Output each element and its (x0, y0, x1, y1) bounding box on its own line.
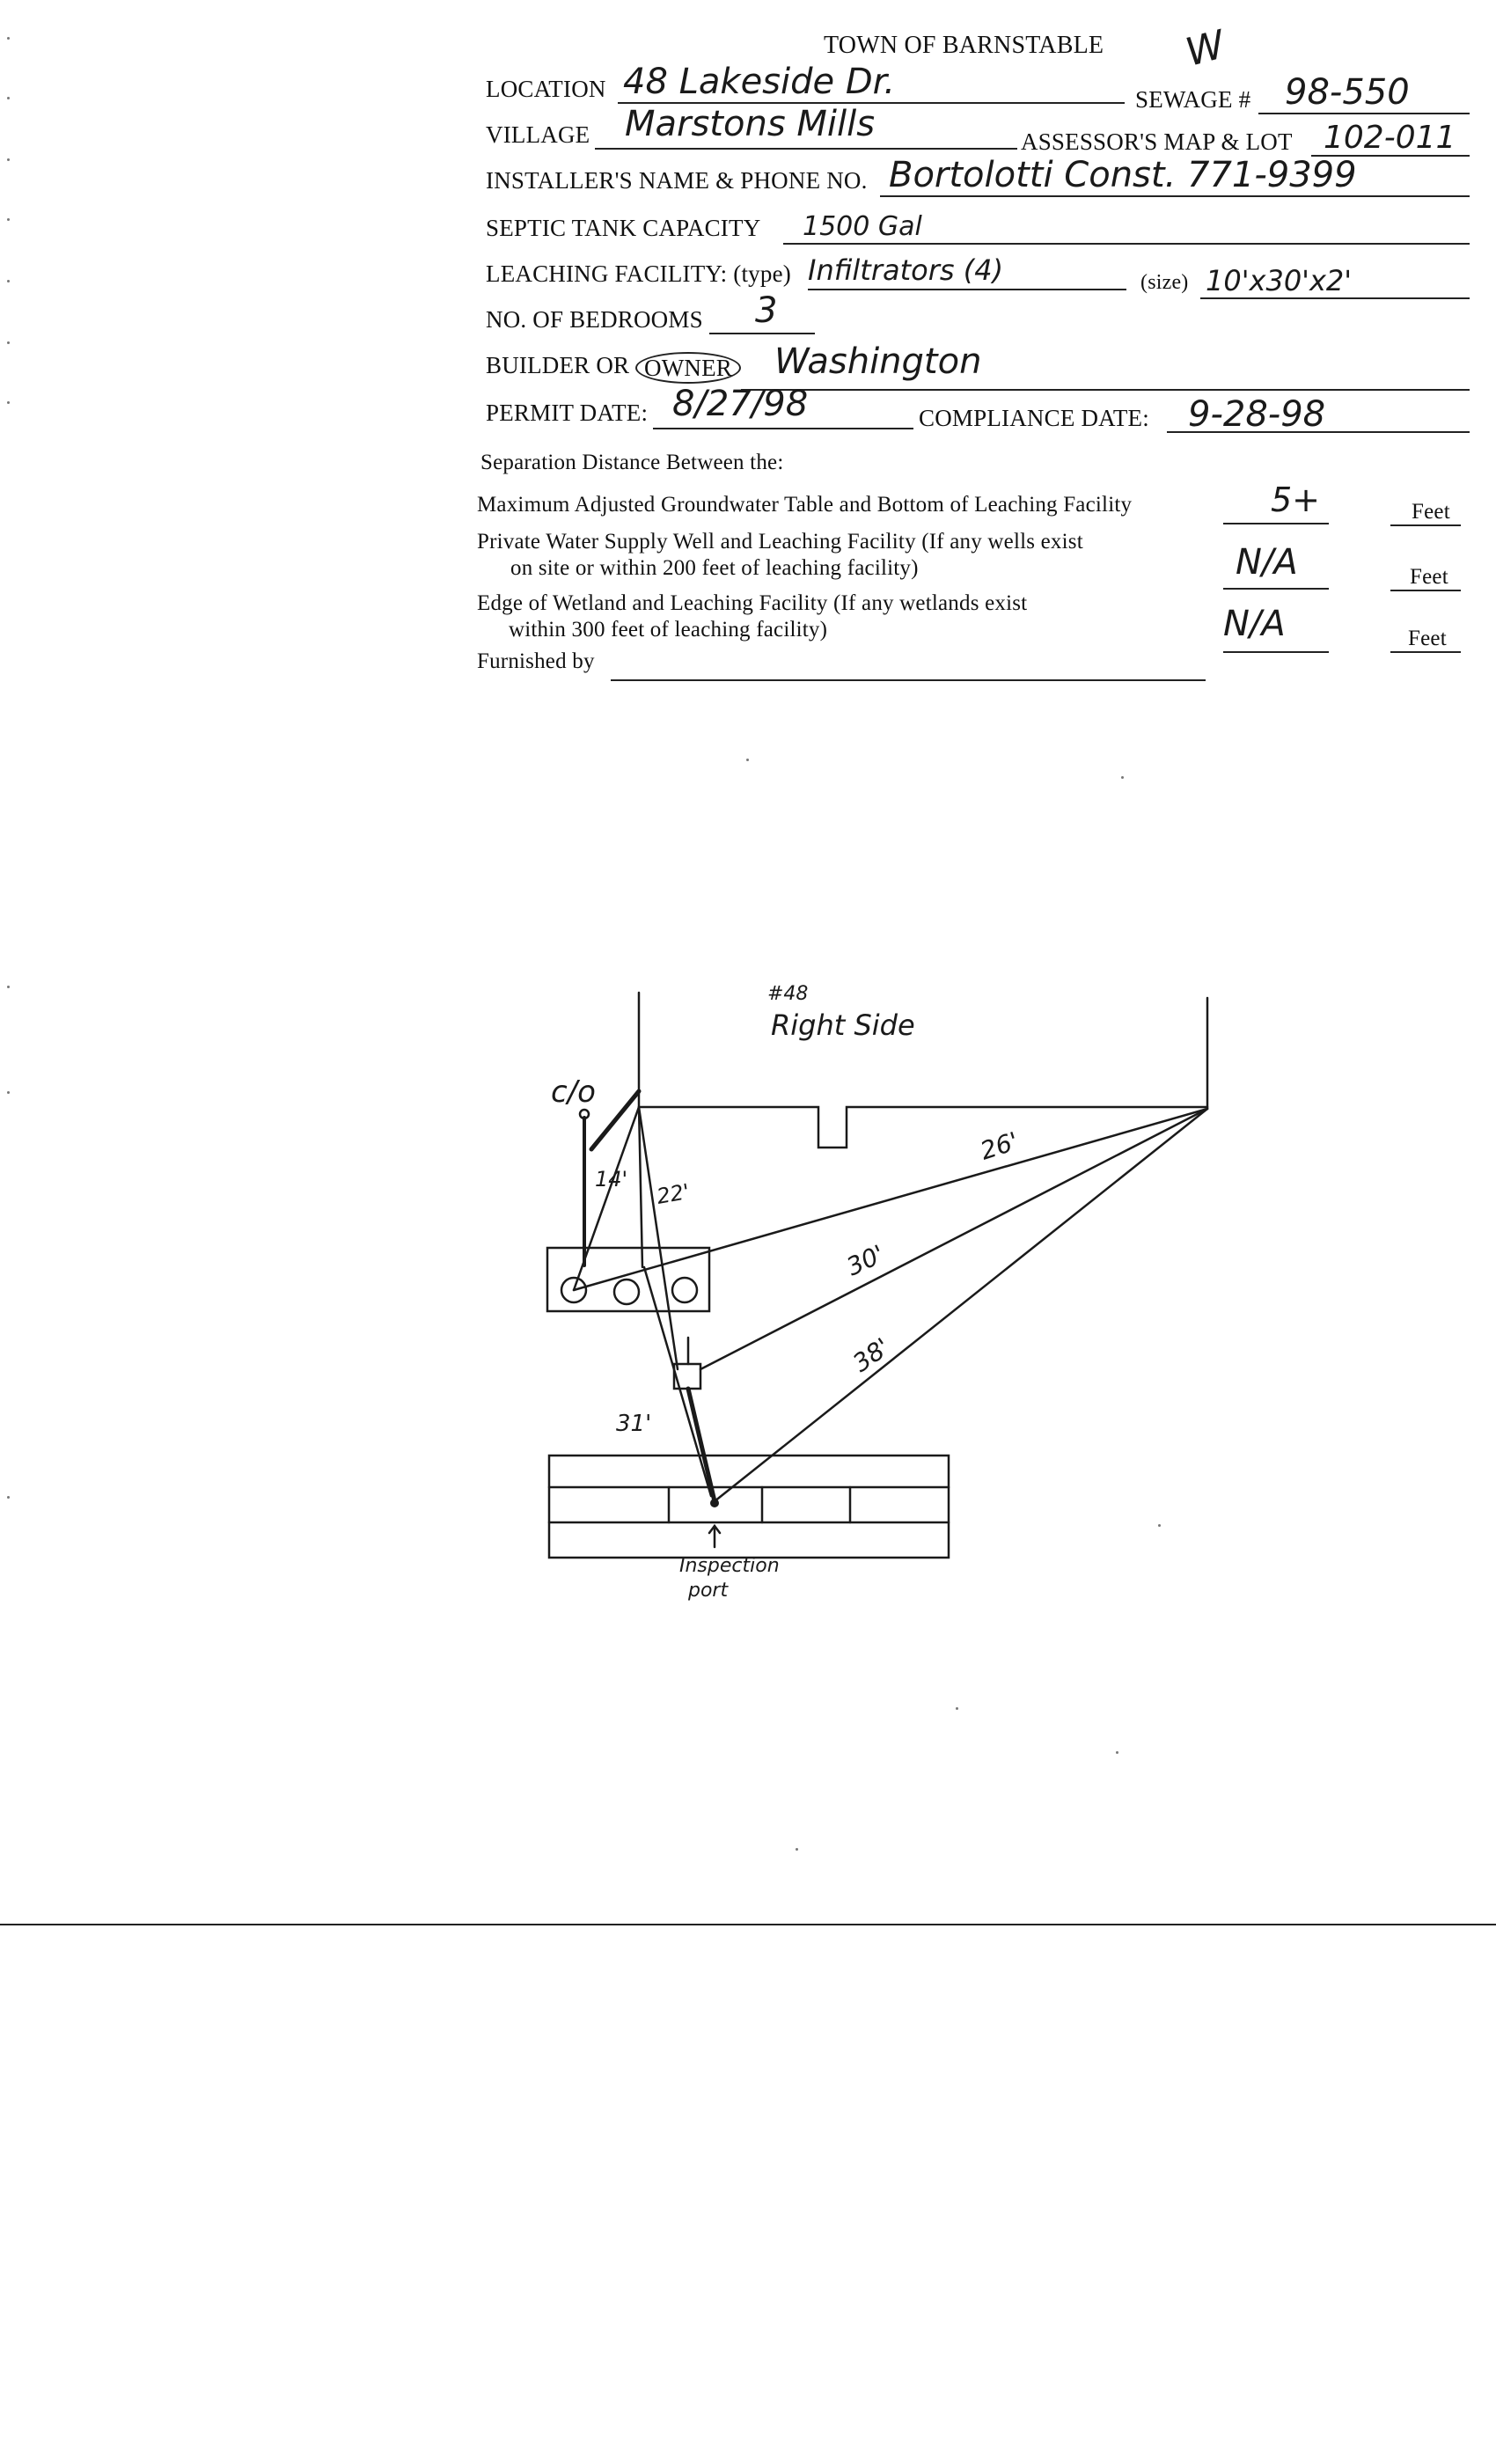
installer-label: INSTALLER'S NAME & PHONE NO. (486, 167, 868, 194)
permit-date-label: PERMIT DATE: (486, 400, 649, 426)
well-separation-label-line1: Private Water Supply Well and Leaching Facility (If any wells exist (477, 530, 1083, 554)
wetland-separation-label-line2: within 300 feet of leaching facility) (509, 618, 828, 642)
dimension-22: 22' (655, 1178, 692, 1209)
owner-circled-label: OWNER (635, 352, 741, 384)
location-label: LOCATION (486, 76, 606, 102)
house-front-wall (639, 1107, 1207, 1148)
dimension-14: 14' (595, 1167, 628, 1192)
house-number: #48 (767, 983, 809, 1005)
feet-unit-2: Feet (1410, 565, 1448, 589)
separation-heading: Separation Distance Between the: (480, 451, 784, 474)
house-side-label: Right Side (771, 1008, 915, 1042)
leaching-field (549, 1456, 949, 1558)
tank-cover-3 (672, 1278, 697, 1302)
distribution-line (688, 1389, 715, 1501)
sewage-number: 98-550 (1285, 72, 1410, 113)
septic-tank-label: SEPTIC TANK CAPACITY (486, 215, 761, 241)
feet-unit-3: Feet (1408, 627, 1447, 650)
title-initial-mark: W (1181, 22, 1230, 76)
cleanout-label: c/o (551, 1074, 596, 1110)
bedrooms-count: 3 (755, 290, 778, 331)
village-value: Marstons Mills (625, 104, 876, 144)
feet-unit-1: Feet (1412, 500, 1450, 524)
bedrooms-label: NO. OF BEDROOMS (486, 306, 703, 333)
tie-line-22 (639, 1107, 678, 1369)
main-sewer-line (591, 1091, 639, 1149)
groundwater-separation-label: Maximum Adjusted Groundwater Table and Bottom of Leaching Facility (477, 493, 1133, 517)
compliance-date-label: COMPLIANCE DATE: (919, 405, 1149, 431)
inspection-port-dot (710, 1499, 719, 1507)
wetland-separation-label-line1: Edge of Wetland and Leaching Facility (If any wetlands exist (477, 591, 1028, 615)
inspection-port-label-line1: Inspection (679, 1555, 780, 1577)
well-separation-label-line2: on site or within 200 feet of leaching facility) (510, 556, 919, 580)
assessor-map-lot: 102-011 (1324, 120, 1456, 156)
well-separation-value: N/A (1236, 542, 1298, 583)
compliance-date: 9-28-98 (1188, 394, 1326, 435)
village-label: VILLAGE (486, 121, 590, 148)
tank-cover-2 (614, 1280, 639, 1304)
leaching-type-label: LEACHING FACILITY: (type) (486, 260, 791, 287)
wetland-separation-value: N/A (1223, 604, 1286, 644)
septic-capacity: 1500 Gal (803, 211, 922, 242)
inspection-port-label-line2: port (688, 1580, 729, 1602)
groundwater-separation-value: 5+ (1271, 480, 1321, 519)
leaching-type: Infiltrators (4) (808, 253, 1004, 287)
tie-line-38 (715, 1109, 1207, 1501)
dimension-31: 31' (616, 1411, 652, 1437)
permit-date: 8/27/98 (672, 384, 809, 424)
leaching-size: 10'x30'x2' (1206, 264, 1353, 297)
size-label: (size) (1140, 271, 1189, 294)
tie-line-30 (700, 1109, 1207, 1369)
assessor-label: ASSESSOR'S MAP & LOT (1021, 128, 1293, 155)
installer-value: Bortolotti Const. 771-9399 (889, 155, 1357, 195)
furnished-by-label: Furnished by (477, 649, 595, 673)
dimension-26: 26' (976, 1126, 1023, 1166)
dimension-30: 30' (842, 1239, 890, 1282)
location-value: 48 Lakeside Dr. (623, 62, 896, 102)
builder-label: BUILDER OR (486, 352, 630, 378)
owner-name: Washington (774, 341, 982, 382)
sewage-label: SEWAGE # (1135, 86, 1251, 113)
form-title: TOWN OF BARNSTABLE (824, 32, 1104, 59)
page-bottom-rule (0, 1924, 1496, 1925)
dimension-38: 38' (847, 1331, 896, 1378)
